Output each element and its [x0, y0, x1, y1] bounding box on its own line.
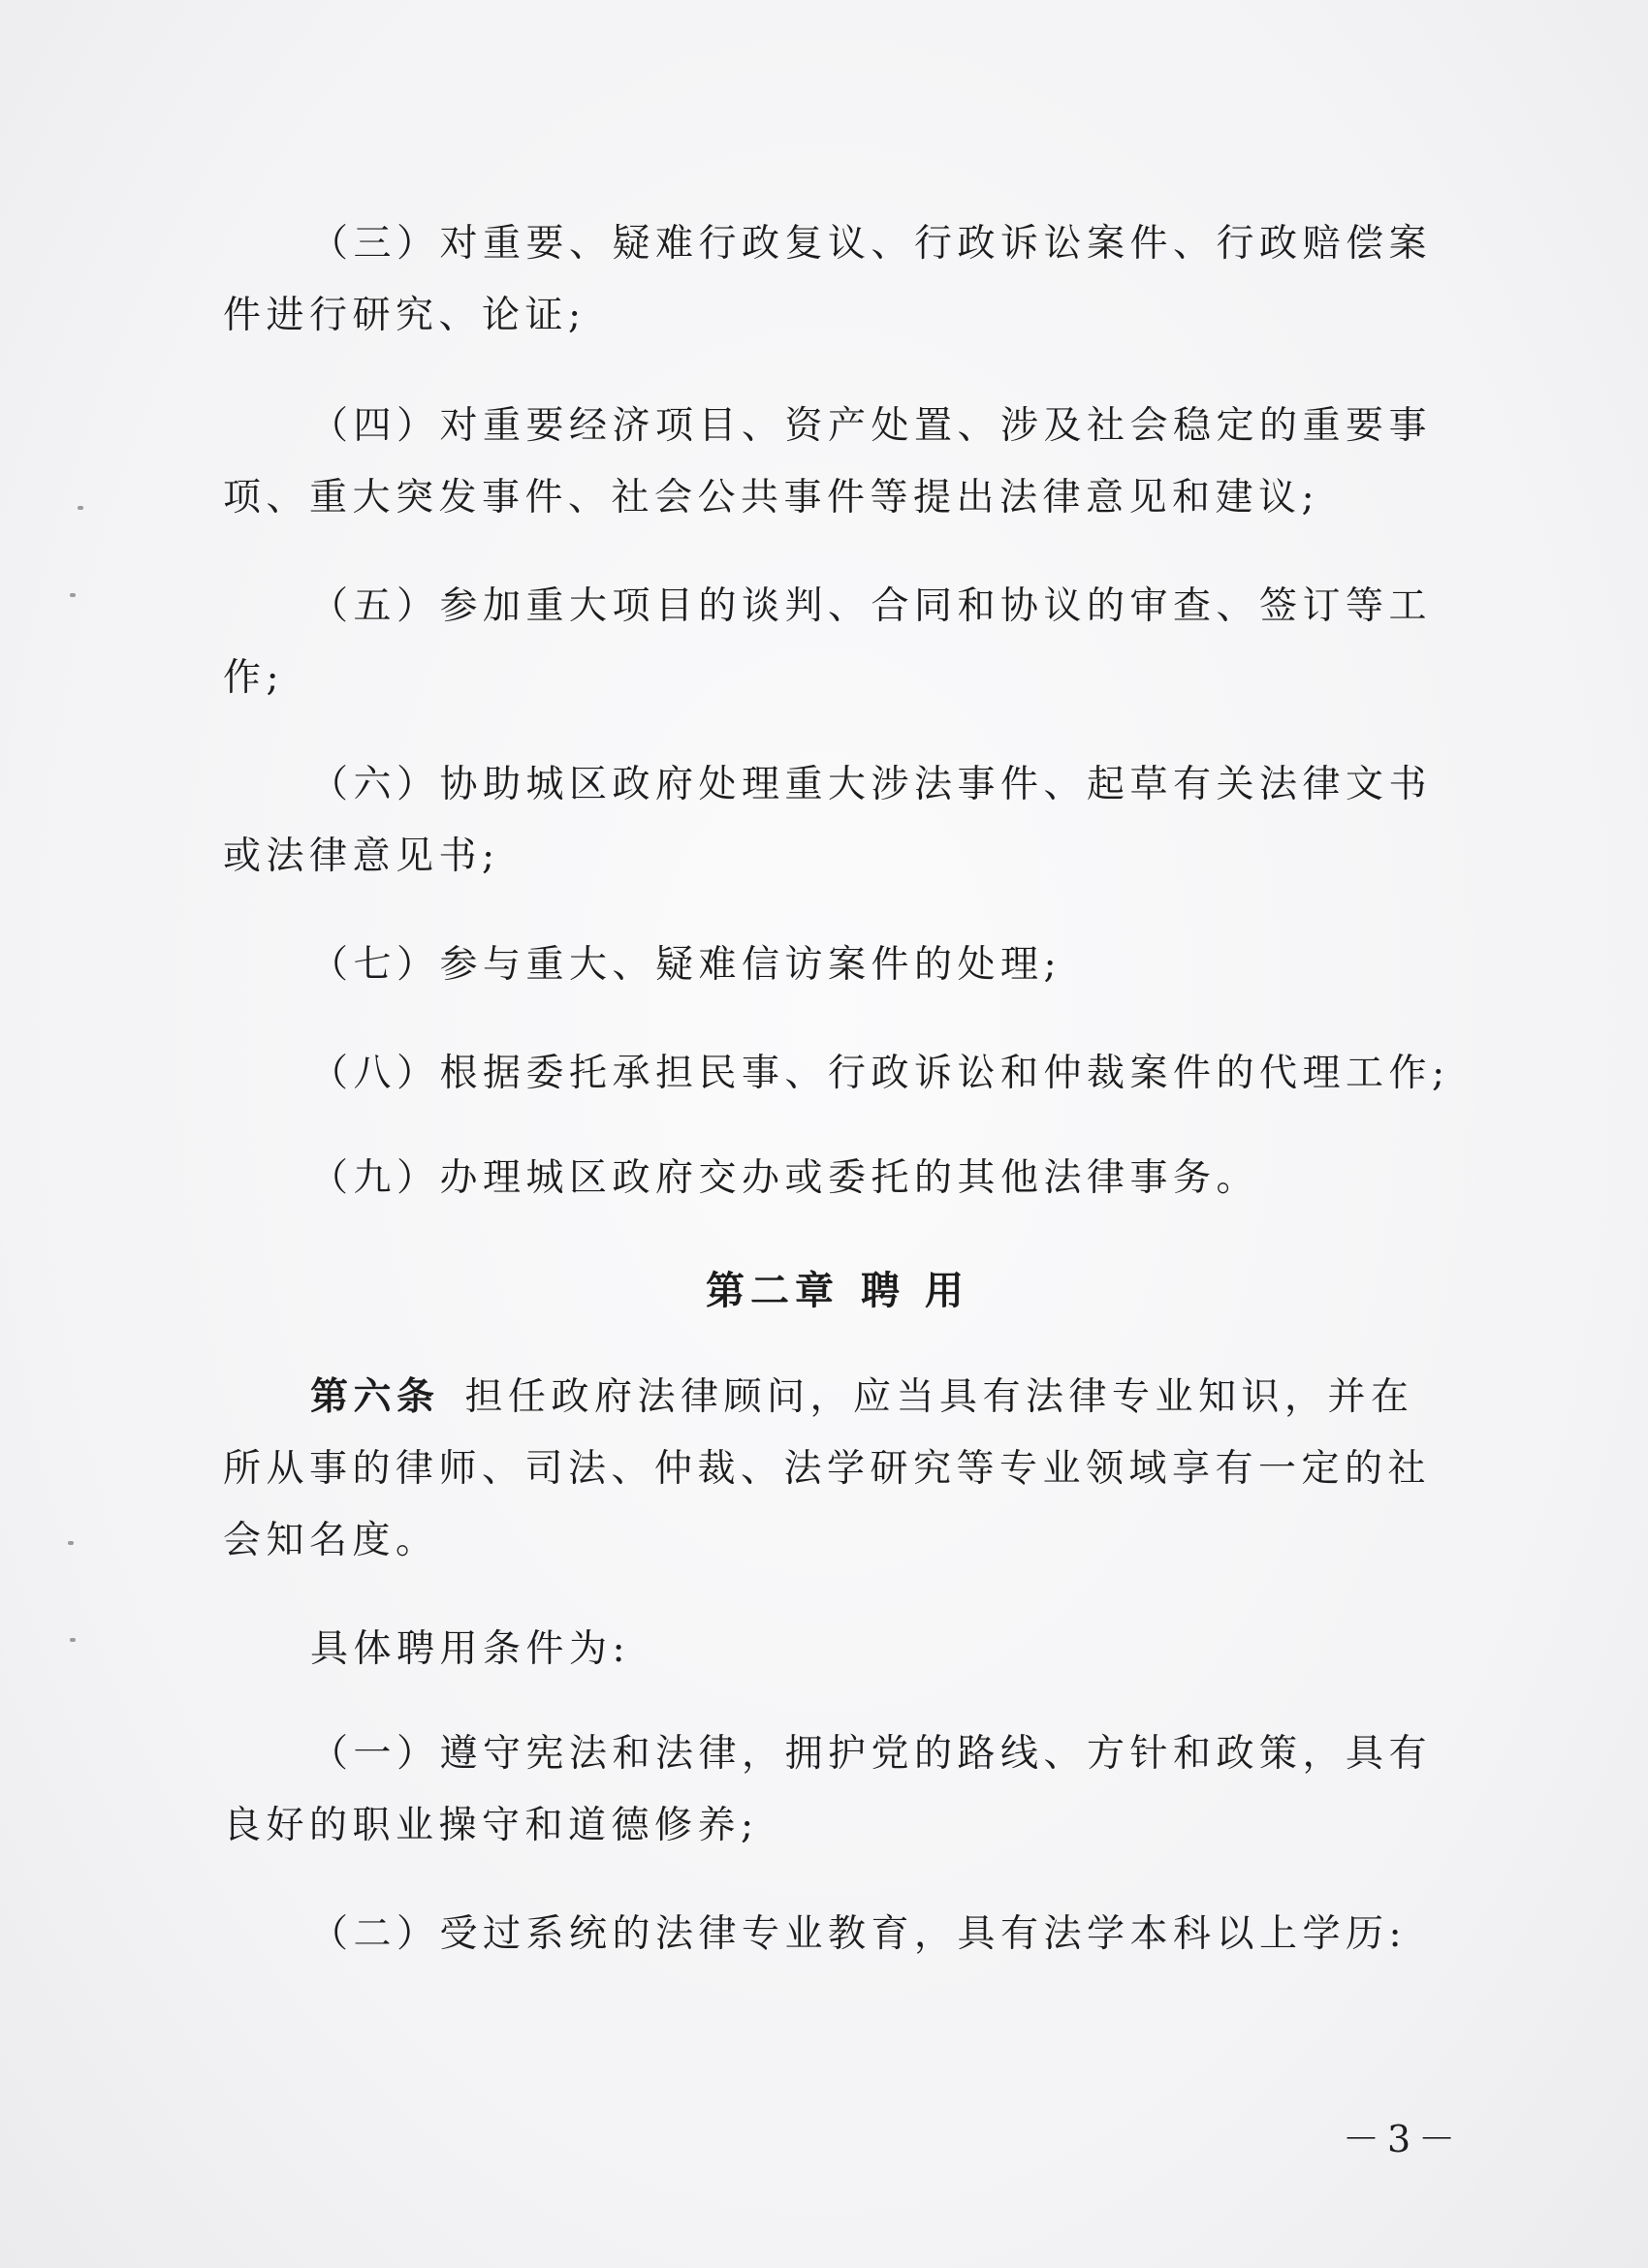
conditions-intro: 具体聘用条件为: — [310, 1627, 631, 1671]
item-6-line-1: （六）协助城区政府处理重大涉法事件、起草有关法律文书 — [310, 763, 1433, 806]
scan-mark — [70, 593, 76, 597]
article-6-label: 第六条 — [310, 1374, 440, 1419]
condition-1-line-1: （一）遵守宪法和法律，拥护党的路线、方针和政策，具有 — [310, 1732, 1433, 1776]
chapter-heading — [706, 1260, 969, 1315]
item-4-line-1: （四）对重要经济项目、资产处置、涉及社会稳定的重要事 — [310, 404, 1433, 448]
article-6-line-1 — [310, 1374, 1414, 1419]
item-7: （七）参与重大、疑难信访案件的处理; — [310, 943, 1062, 987]
item-6-line-2: 或法律意见书; — [223, 835, 500, 878]
chapter-title: 聘 用 — [861, 1268, 969, 1313]
page-number: －3－ — [1343, 2118, 1464, 2160]
item-5-line-1: （五）参加重大项目的谈判、合同和协议的审查、签订等工 — [310, 584, 1433, 628]
item-3-line-1: （三）对重要、疑难行政复议、行政诉讼案件、行政赔偿案 — [310, 222, 1433, 266]
condition-1-line-2: 良好的职业操守和道德修养; — [223, 1804, 759, 1847]
item-5-line-2: 作; — [223, 656, 285, 700]
article-6-text: 担任政府法律顾问，应当具有法律专业知识，并在 — [464, 1375, 1414, 1419]
condition-2: （二）受过系统的法律专业教育，具有法学本科以上学历: — [310, 1912, 1408, 1956]
item-4-line-2: 项、重大突发事件、社会公共事件等提出法律意见和建议; — [223, 476, 1320, 520]
chapter-number: 第二章 — [706, 1268, 840, 1313]
article-6-line-2: 所从事的律师、司法、仲裁、法学研究等专业领域享有一定的社 — [223, 1447, 1432, 1491]
article-6-line-3: 会知名度。 — [223, 1519, 439, 1562]
item-9: （九）办理城区政府交办或委托的其他法律事务。 — [310, 1156, 1260, 1200]
scan-mark — [68, 1541, 74, 1545]
scan-mark — [78, 506, 83, 510]
item-8: （八）根据委托承担民事、行政诉讼和仲裁案件的代理工作; — [310, 1052, 1450, 1095]
scan-mark — [70, 1638, 76, 1642]
item-3-line-2: 件进行研究、论证; — [223, 294, 586, 337]
